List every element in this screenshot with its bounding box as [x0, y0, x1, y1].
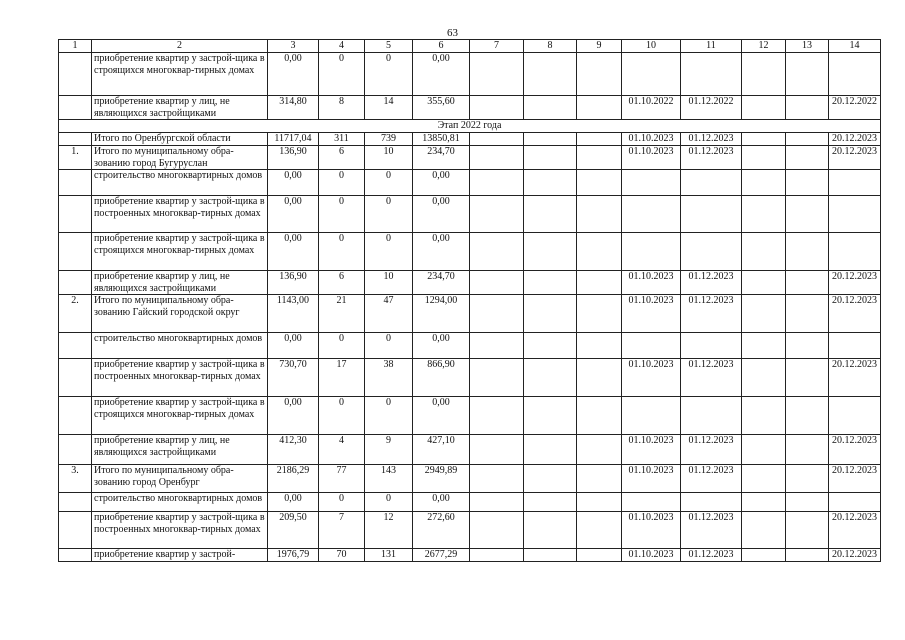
table-cell — [742, 233, 786, 271]
table-cell: 01.12.2022 — [681, 96, 742, 120]
table-cell — [742, 170, 786, 196]
table-cell: 14 — [365, 96, 413, 120]
table-cell — [622, 53, 681, 96]
table-cell: 311 — [319, 133, 365, 146]
table-cell — [524, 359, 577, 397]
table-cell: 01.12.2023 — [681, 359, 742, 397]
header-cell: 4 — [319, 40, 365, 53]
table-cell — [524, 435, 577, 465]
table-cell — [786, 295, 829, 333]
table-cell — [470, 53, 524, 96]
table-cell — [786, 493, 829, 512]
row-name: приобретение квартир у застрой- — [92, 549, 268, 562]
table-cell — [470, 295, 524, 333]
table-cell: 143 — [365, 465, 413, 493]
table-cell: 01.12.2023 — [681, 465, 742, 493]
table-cell — [681, 333, 742, 359]
table-cell: 20.12.2023 — [829, 359, 881, 397]
table-cell — [524, 233, 577, 271]
table-cell — [577, 233, 622, 271]
table-cell: 866,90 — [413, 359, 470, 397]
table-cell — [577, 133, 622, 146]
table-cell: 20.12.2023 — [829, 271, 881, 295]
row-number — [59, 133, 92, 146]
row-name: приобретение квартир у застрой-щика в построенных многоквар-тирных домах — [92, 359, 268, 397]
table-cell: 01.10.2023 — [622, 271, 681, 295]
row-number: 3. — [59, 465, 92, 493]
table-cell: 12 — [365, 512, 413, 549]
table-cell — [681, 397, 742, 435]
table-cell — [524, 295, 577, 333]
table-cell: 136,90 — [268, 146, 319, 170]
table-cell: 70 — [319, 549, 365, 562]
table-cell: 0 — [365, 397, 413, 435]
table-cell: 21 — [319, 295, 365, 333]
table-row — [59, 133, 881, 146]
header-row — [59, 40, 881, 53]
table-cell — [786, 196, 829, 233]
table-cell — [470, 146, 524, 170]
table-cell — [470, 271, 524, 295]
table-cell: 4 — [319, 435, 365, 465]
table-cell: 0,00 — [268, 397, 319, 435]
table-cell — [786, 549, 829, 562]
table-cell: 0 — [319, 333, 365, 359]
table-cell: 131 — [365, 549, 413, 562]
header-cell: 14 — [829, 40, 881, 53]
table-cell — [786, 53, 829, 96]
table-cell — [742, 493, 786, 512]
header-cell: 13 — [786, 40, 829, 53]
table-row — [59, 359, 881, 397]
table-cell: 209,50 — [268, 512, 319, 549]
table-cell: 20.12.2023 — [829, 549, 881, 562]
row-number — [59, 170, 92, 196]
table-cell — [786, 465, 829, 493]
table-cell — [577, 146, 622, 170]
table-cell: 6 — [319, 271, 365, 295]
table-cell — [470, 397, 524, 435]
table-cell — [577, 549, 622, 562]
table-cell: 01.12.2023 — [681, 512, 742, 549]
table-row — [59, 493, 881, 512]
table-cell: 0,00 — [413, 196, 470, 233]
table-cell — [524, 133, 577, 146]
table-cell: 11717,04 — [268, 133, 319, 146]
table-cell — [681, 493, 742, 512]
table-cell: 01.10.2023 — [622, 435, 681, 465]
table-cell: 2949,89 — [413, 465, 470, 493]
table-cell: 0 — [319, 196, 365, 233]
table-cell — [470, 359, 524, 397]
table-cell: 2186,29 — [268, 465, 319, 493]
table-cell — [470, 170, 524, 196]
row-name: Итого по Оренбургской области — [92, 133, 268, 146]
table-cell: 10 — [365, 146, 413, 170]
table-cell — [681, 53, 742, 96]
table-cell — [786, 133, 829, 146]
table-cell — [577, 512, 622, 549]
row-name: приобретение квартир у лиц, не являющихся застройщиками — [92, 435, 268, 465]
table-cell: 8 — [319, 96, 365, 120]
table-cell: 739 — [365, 133, 413, 146]
table-row — [59, 271, 881, 295]
table-cell — [470, 196, 524, 233]
table-cell — [470, 435, 524, 465]
table-cell — [524, 170, 577, 196]
table-cell — [742, 333, 786, 359]
table-cell — [470, 493, 524, 512]
table-cell — [524, 397, 577, 435]
table-cell — [681, 196, 742, 233]
table-cell: 0,00 — [413, 493, 470, 512]
table-cell — [622, 333, 681, 359]
table-cell: 314,80 — [268, 96, 319, 120]
table-row — [59, 96, 881, 120]
table-cell — [524, 53, 577, 96]
table-cell — [742, 295, 786, 333]
row-name: строительство многоквартирных домов — [92, 170, 268, 196]
table-cell — [742, 359, 786, 397]
table-cell — [786, 271, 829, 295]
table-cell — [470, 133, 524, 146]
table-cell: 20.12.2023 — [829, 435, 881, 465]
table-cell — [470, 96, 524, 120]
row-name: приобретение квартир у лиц, не являющихся застройщиками — [92, 96, 268, 120]
header-cell: 2 — [92, 40, 268, 53]
row-number — [59, 271, 92, 295]
row-number — [59, 233, 92, 271]
table-cell — [742, 196, 786, 233]
table-cell: 38 — [365, 359, 413, 397]
table-cell — [577, 333, 622, 359]
header-cell: 1 — [59, 40, 92, 53]
table-cell — [577, 295, 622, 333]
row-name: строительство многоквартирных домов — [92, 493, 268, 512]
table-cell: 20.12.2023 — [829, 512, 881, 549]
table-cell: 20.12.2023 — [829, 133, 881, 146]
table-cell — [829, 493, 881, 512]
table-cell: 01.10.2023 — [622, 146, 681, 170]
row-number: 1. — [59, 146, 92, 170]
table-cell — [524, 333, 577, 359]
row-name: Итого по муниципальному обра-зованию Гайский городской округ — [92, 295, 268, 333]
table-row — [59, 465, 881, 493]
table-cell — [786, 359, 829, 397]
table-cell: 234,70 — [413, 146, 470, 170]
table-cell — [786, 333, 829, 359]
row-name: приобретение квартир у застрой-щика в построенных многоквар-тирных домах — [92, 512, 268, 549]
table-cell — [786, 233, 829, 271]
table-cell — [470, 465, 524, 493]
table-cell: 0 — [319, 53, 365, 96]
table-cell — [786, 435, 829, 465]
row-name: Итого по муниципальному обра-зованию город Оренбург — [92, 465, 268, 493]
table-cell: 7 — [319, 512, 365, 549]
table-cell — [524, 512, 577, 549]
table-cell — [577, 170, 622, 196]
table-cell: 01.12.2023 — [681, 549, 742, 562]
table-cell: 01.10.2023 — [622, 295, 681, 333]
table-cell — [742, 549, 786, 562]
table-cell: 0,00 — [268, 493, 319, 512]
table-cell — [742, 435, 786, 465]
table-cell: 01.10.2023 — [622, 133, 681, 146]
header-cell: 5 — [365, 40, 413, 53]
table-cell — [786, 512, 829, 549]
table-cell: 0 — [319, 233, 365, 271]
header-cell: 12 — [742, 40, 786, 53]
table-cell — [577, 465, 622, 493]
table-cell — [524, 549, 577, 562]
table-cell: 0,00 — [268, 233, 319, 271]
table-cell: 0 — [319, 397, 365, 435]
table-cell — [622, 397, 681, 435]
header-cell: 3 — [268, 40, 319, 53]
table-cell — [577, 196, 622, 233]
table-cell: 77 — [319, 465, 365, 493]
table-row — [59, 295, 881, 333]
table-row — [59, 146, 881, 170]
table-cell — [786, 170, 829, 196]
row-number — [59, 512, 92, 549]
table-cell: 1976,79 — [268, 549, 319, 562]
table-cell — [786, 96, 829, 120]
table-cell: 47 — [365, 295, 413, 333]
row-number — [59, 493, 92, 512]
table-cell — [829, 397, 881, 435]
row-number — [59, 359, 92, 397]
table-cell — [577, 96, 622, 120]
header-cell: 7 — [470, 40, 524, 53]
row-number — [59, 435, 92, 465]
table-cell: 234,70 — [413, 271, 470, 295]
stage-label: Этап 2022 года — [59, 120, 881, 133]
table-row — [59, 53, 881, 96]
table-cell — [622, 170, 681, 196]
table-cell — [829, 196, 881, 233]
table-cell: 272,60 — [413, 512, 470, 549]
table-cell — [470, 233, 524, 271]
table-cell: 20.12.2023 — [829, 295, 881, 333]
table-cell: 0 — [365, 170, 413, 196]
header-cell: 6 — [413, 40, 470, 53]
header-cell: 11 — [681, 40, 742, 53]
table-cell: 0,00 — [413, 233, 470, 271]
table-cell — [786, 397, 829, 435]
row-number — [59, 96, 92, 120]
table-row — [59, 549, 881, 562]
table-cell: 1294,00 — [413, 295, 470, 333]
row-name: приобретение квартир у застрой-щика в строящихся многоквар-тирных домах — [92, 233, 268, 271]
row-number — [59, 333, 92, 359]
table-cell: 136,90 — [268, 271, 319, 295]
table-cell — [786, 146, 829, 170]
table-cell — [524, 271, 577, 295]
table-cell: 427,10 — [413, 435, 470, 465]
table-cell — [742, 96, 786, 120]
table-cell: 01.10.2023 — [622, 512, 681, 549]
table-cell: 0,00 — [413, 170, 470, 196]
row-name: приобретение квартир у лиц, не являющихся застройщиками — [92, 271, 268, 295]
table-cell: 412,30 — [268, 435, 319, 465]
table-cell — [470, 512, 524, 549]
program-table — [58, 39, 881, 562]
row-number: 2. — [59, 295, 92, 333]
table-cell: 0 — [365, 493, 413, 512]
table-cell — [524, 196, 577, 233]
row-number — [59, 397, 92, 435]
table-cell: 0 — [365, 333, 413, 359]
table-cell: 01.10.2023 — [622, 549, 681, 562]
table-cell — [742, 465, 786, 493]
table-cell — [577, 271, 622, 295]
table-cell — [524, 465, 577, 493]
table-cell: 0 — [365, 196, 413, 233]
table-cell — [622, 233, 681, 271]
table-row — [59, 170, 881, 196]
row-name: приобретение квартир у застрой-щика в строящихся многоквар-тирных домах — [92, 397, 268, 435]
table-cell — [577, 359, 622, 397]
table-row — [59, 512, 881, 549]
table-cell: 01.12.2023 — [681, 133, 742, 146]
table-cell — [681, 233, 742, 271]
table-cell — [577, 493, 622, 512]
table-cell: 355,60 — [413, 96, 470, 120]
row-number — [59, 196, 92, 233]
page-number: 63 — [447, 27, 458, 39]
table-cell — [577, 397, 622, 435]
table-row — [59, 233, 881, 271]
table-row — [59, 435, 881, 465]
table-row — [59, 196, 881, 233]
table-cell: 10 — [365, 271, 413, 295]
table-cell: 1143,00 — [268, 295, 319, 333]
table-cell: 0 — [365, 53, 413, 96]
table-cell: 17 — [319, 359, 365, 397]
table-cell: 2677,29 — [413, 549, 470, 562]
table-row — [59, 333, 881, 359]
table-cell — [622, 196, 681, 233]
table-cell: 01.10.2023 — [622, 465, 681, 493]
table-cell — [829, 170, 881, 196]
table-cell: 0,00 — [268, 170, 319, 196]
header-cell: 9 — [577, 40, 622, 53]
table-cell: 0,00 — [268, 196, 319, 233]
header-cell: 8 — [524, 40, 577, 53]
table-cell: 9 — [365, 435, 413, 465]
table-cell — [742, 53, 786, 96]
table-cell — [742, 512, 786, 549]
row-name: приобретение квартир у застрой-щика в построенных многоквар-тирных домах — [92, 196, 268, 233]
table-cell — [681, 170, 742, 196]
row-name: Итого по муниципальному обра-зованию город Бугуруслан — [92, 146, 268, 170]
table-cell — [577, 435, 622, 465]
row-name: строительство многоквартирных домов — [92, 333, 268, 359]
table-cell: 01.12.2023 — [681, 295, 742, 333]
table-cell — [470, 333, 524, 359]
table-row — [59, 397, 881, 435]
table-cell: 01.12.2023 — [681, 146, 742, 170]
table-cell — [742, 133, 786, 146]
table-cell: 13850,81 — [413, 133, 470, 146]
table-cell: 01.12.2023 — [681, 271, 742, 295]
table-cell — [829, 233, 881, 271]
table-cell — [524, 493, 577, 512]
table-cell: 0 — [319, 493, 365, 512]
table-cell — [742, 397, 786, 435]
table-cell — [829, 333, 881, 359]
table-cell: 0,00 — [413, 53, 470, 96]
table-cell — [470, 549, 524, 562]
table-cell — [524, 146, 577, 170]
table-cell — [524, 96, 577, 120]
row-name: приобретение квартир у застрой-щика в строящихся многоквар-тирных домах — [92, 53, 268, 96]
table-cell: 01.12.2023 — [681, 435, 742, 465]
table-cell — [622, 493, 681, 512]
table-cell: 0 — [365, 233, 413, 271]
row-number — [59, 53, 92, 96]
table-cell: 01.10.2023 — [622, 359, 681, 397]
table-cell: 730,70 — [268, 359, 319, 397]
table-cell — [829, 53, 881, 96]
stage-row — [59, 120, 881, 133]
table-cell: 0,00 — [268, 53, 319, 96]
table-cell — [742, 271, 786, 295]
table-cell: 20.12.2022 — [829, 96, 881, 120]
table-cell: 0,00 — [413, 333, 470, 359]
table-cell: 01.10.2022 — [622, 96, 681, 120]
table-cell: 20.12.2023 — [829, 146, 881, 170]
row-number — [59, 549, 92, 562]
table-cell: 6 — [319, 146, 365, 170]
table-cell: 20.12.2023 — [829, 465, 881, 493]
table-cell — [742, 146, 786, 170]
table-cell: 0 — [319, 170, 365, 196]
table-cell — [577, 53, 622, 96]
table-cell: 0,00 — [268, 333, 319, 359]
table-cell: 0,00 — [413, 397, 470, 435]
header-cell: 10 — [622, 40, 681, 53]
